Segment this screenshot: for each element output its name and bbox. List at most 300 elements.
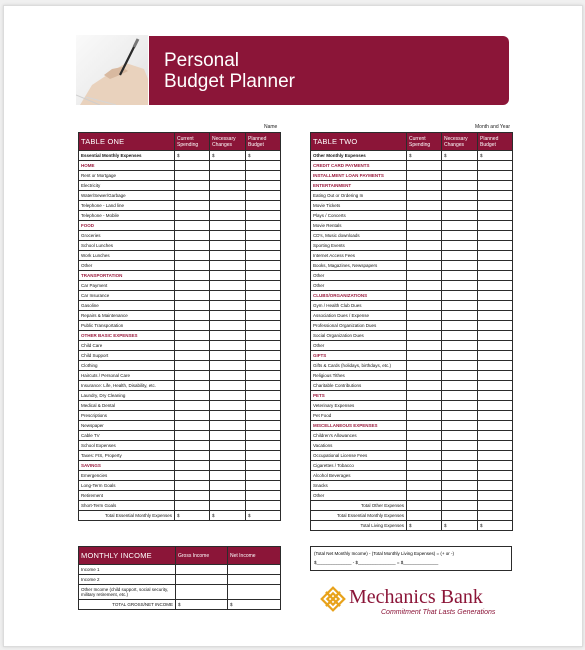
input-cell[interactable] [478,181,513,191]
row-label: Plays / Concerts [311,211,407,221]
table-row [311,231,513,241]
input-cell[interactable] [442,511,478,521]
input-cell[interactable] [175,401,210,411]
input-cell[interactable] [175,451,210,461]
input-cell[interactable] [407,241,442,251]
row-label: Clothing [79,361,175,371]
input-cell[interactable] [442,301,478,311]
input-cell[interactable] [407,171,442,181]
document-page [3,5,583,647]
input-cell[interactable] [407,481,442,491]
input-cell[interactable] [442,271,478,281]
table-row [311,391,513,401]
input-cell[interactable] [407,221,442,231]
row-label: Car Payment [79,281,175,291]
table-two-header [311,133,513,151]
input-cell[interactable] [478,471,513,481]
input-cell[interactable] [176,565,228,575]
input-cell[interactable] [175,491,210,501]
monthly-income-header [79,547,281,565]
row-label: Vacations [311,441,407,451]
input-cell[interactable]: $ [407,151,442,161]
input-cell[interactable] [478,391,513,401]
input-cell[interactable] [442,191,478,201]
input-cell[interactable] [175,411,210,421]
input-cell[interactable] [210,401,246,411]
header-photo-hand-writing [76,35,148,105]
input-cell[interactable] [246,471,281,481]
input-cell[interactable] [246,381,281,391]
table-row [311,321,513,331]
row-label: Children's Allowances [311,431,407,441]
input-cell[interactable] [478,301,513,311]
table-row [79,565,281,575]
input-cell[interactable] [478,331,513,341]
input-cell[interactable] [246,421,281,431]
col-gross-income: Gross Income [176,547,228,565]
input-cell[interactable] [246,221,281,231]
input-cell[interactable] [210,471,246,481]
table-row [79,491,281,501]
input-cell[interactable] [442,171,478,181]
input-cell[interactable] [210,211,246,221]
input-cell[interactable] [210,321,246,331]
input-cell[interactable] [210,311,246,321]
row-label: Income 1 [79,565,176,575]
input-cell[interactable]: $ [478,521,513,531]
table-row [79,401,281,411]
table-row [311,291,513,301]
input-cell[interactable] [210,381,246,391]
input-cell[interactable] [246,441,281,451]
input-cell[interactable] [407,191,442,201]
input-cell[interactable] [407,331,442,341]
input-cell[interactable] [407,161,442,171]
table-row [79,341,281,351]
input-cell[interactable] [246,301,281,311]
input-cell[interactable]: $ [175,151,210,161]
input-cell[interactable] [210,491,246,501]
table-row [79,261,281,271]
input-cell[interactable] [246,181,281,191]
table-row [311,441,513,451]
input-cell[interactable] [478,491,513,501]
input-cell[interactable] [407,261,442,271]
input-cell[interactable] [478,261,513,271]
input-cell[interactable] [246,491,281,501]
input-cell[interactable] [210,231,246,241]
row-label: Total Essential Monthly Expenses [311,511,407,521]
input-cell[interactable] [478,371,513,381]
input-cell[interactable] [442,491,478,501]
input-cell[interactable] [442,431,478,441]
input-cell[interactable] [478,401,513,411]
input-cell[interactable] [246,371,281,381]
row-label: Sporting Events [311,241,407,251]
input-cell[interactable] [442,321,478,331]
input-cell[interactable] [442,181,478,191]
col-net-income: Net Income [228,547,281,565]
table-row [311,481,513,491]
input-cell[interactable] [246,271,281,281]
input-cell[interactable] [210,451,246,461]
input-cell[interactable] [175,341,210,351]
input-cell[interactable] [442,461,478,471]
input-cell[interactable] [442,421,478,431]
input-cell[interactable] [246,351,281,361]
input-cell[interactable]: $ [210,151,246,161]
input-cell[interactable]: $ [246,151,281,161]
input-cell[interactable] [175,471,210,481]
input-cell[interactable] [478,221,513,231]
input-cell[interactable] [246,191,281,201]
input-cell[interactable] [246,251,281,261]
input-cell[interactable] [176,575,228,585]
input-cell[interactable] [407,501,442,511]
input-cell[interactable] [246,241,281,251]
input-cell[interactable] [478,311,513,321]
input-cell[interactable] [210,271,246,281]
input-cell[interactable] [246,501,281,511]
input-cell[interactable] [407,391,442,401]
input-cell[interactable] [407,251,442,261]
input-cell[interactable] [175,301,210,311]
input-cell[interactable] [246,481,281,491]
input-cell[interactable] [407,321,442,331]
input-cell[interactable] [210,431,246,441]
input-cell[interactable] [228,575,281,585]
table-row [311,211,513,221]
input-cell[interactable] [407,361,442,371]
input-cell[interactable] [210,201,246,211]
input-cell[interactable]: $ [228,600,281,610]
input-cell[interactable] [407,381,442,391]
row-label: Pet Food [311,411,407,421]
input-cell[interactable]: $ [175,511,210,521]
input-cell[interactable] [478,351,513,361]
input-cell[interactable] [407,181,442,191]
input-cell[interactable] [246,231,281,241]
input-cell[interactable] [407,201,442,211]
input-cell[interactable] [478,211,513,221]
input-cell[interactable] [210,481,246,491]
input-cell[interactable] [407,371,442,381]
input-cell[interactable] [407,421,442,431]
row-label: Eating Out or Ordering In [311,191,407,201]
input-cell[interactable] [442,471,478,481]
input-cell[interactable]: $ [442,521,478,531]
input-cell[interactable] [407,491,442,501]
input-cell[interactable] [175,441,210,451]
input-cell[interactable] [407,281,442,291]
input-cell[interactable] [442,221,478,231]
input-cell[interactable] [246,311,281,321]
table-row [311,411,513,421]
input-cell[interactable] [210,411,246,421]
row-label: Repairs & Maintenance [79,311,175,321]
table-one-header [79,133,281,151]
table-row [311,201,513,211]
input-cell[interactable] [407,311,442,321]
row-label: Other [311,281,407,291]
input-cell[interactable] [210,361,246,371]
input-cell[interactable] [210,281,246,291]
input-cell[interactable] [210,251,246,261]
input-cell[interactable] [442,161,478,171]
input-cell[interactable] [175,251,210,261]
input-cell[interactable] [407,211,442,221]
row-label: Total Other Expenses [311,501,407,511]
input-cell[interactable] [175,291,210,301]
table-row [311,491,513,501]
input-cell[interactable] [442,381,478,391]
input-cell[interactable] [246,451,281,461]
input-cell[interactable] [407,231,442,241]
input-cell[interactable] [442,291,478,301]
input-cell[interactable] [210,461,246,471]
input-cell[interactable] [407,301,442,311]
table-row [79,301,281,311]
input-cell[interactable] [478,161,513,171]
table-row [311,451,513,461]
row-label: INSTALLMENT LOAN PAYMENTS [311,171,407,181]
row-label: TOTAL GROSS/NET INCOME [79,600,176,610]
input-cell[interactable] [175,391,210,401]
table-row [79,381,281,391]
row-label: Newspaper [79,421,175,431]
input-cell[interactable] [407,461,442,471]
input-cell[interactable] [176,585,228,600]
input-cell[interactable] [478,451,513,461]
input-cell[interactable] [175,271,210,281]
input-cell[interactable] [246,201,281,211]
input-cell[interactable] [175,361,210,371]
table-row [311,381,513,391]
input-cell[interactable] [407,291,442,301]
input-cell[interactable] [210,241,246,251]
table-row [311,501,513,511]
row-label: Telephone - Mobile [79,211,175,221]
input-cell[interactable] [478,461,513,471]
input-cell[interactable] [478,441,513,451]
input-cell[interactable] [210,341,246,351]
input-cell[interactable]: $ [407,521,442,531]
input-cell[interactable] [175,261,210,271]
input-cell[interactable] [210,331,246,341]
row-label: GIFTS [311,351,407,361]
input-cell[interactable]: $ [176,600,228,610]
input-cell[interactable] [210,501,246,511]
input-cell[interactable] [442,481,478,491]
input-cell[interactable] [246,321,281,331]
row-label: Essential Monthly Expenses [79,151,175,161]
input-cell[interactable] [210,261,246,271]
input-cell[interactable] [175,281,210,291]
input-cell[interactable] [478,241,513,251]
input-cell[interactable] [246,461,281,471]
input-cell[interactable] [442,241,478,251]
table-row [311,281,513,291]
input-cell[interactable] [175,171,210,181]
input-cell[interactable] [175,221,210,231]
input-cell[interactable] [478,321,513,331]
input-cell[interactable] [175,211,210,221]
row-label: Professional Organization Dues [311,321,407,331]
input-cell[interactable] [442,451,478,461]
input-cell[interactable] [478,271,513,281]
input-cell[interactable] [246,341,281,351]
input-cell[interactable] [210,371,246,381]
row-label: Internet Access Fees [311,251,407,261]
input-cell[interactable] [175,231,210,241]
row-label: OTHER BASIC EXPENSES [79,331,175,341]
input-cell[interactable] [442,261,478,271]
input-cell[interactable] [442,411,478,421]
row-label: Water/Sewer/Garbage [79,191,175,201]
input-cell[interactable] [407,401,442,411]
input-cell[interactable] [478,231,513,241]
input-cell[interactable] [478,421,513,431]
input-cell[interactable] [478,251,513,261]
col-necessary-changes: Necessary Changes [210,133,246,151]
input-cell[interactable]: $ [442,151,478,161]
input-cell[interactable] [442,341,478,351]
input-cell[interactable] [175,381,210,391]
input-cell[interactable] [478,361,513,371]
input-cell[interactable] [210,181,246,191]
bank-name: Mechanics Bank [349,586,483,608]
input-cell[interactable] [407,441,442,451]
row-label: Child Support [79,351,175,361]
input-cell[interactable]: $ [478,151,513,161]
input-cell[interactable] [210,221,246,231]
input-cell[interactable] [246,211,281,221]
row-label: PETS [311,391,407,401]
page-title [164,50,295,92]
row-label: Short-Term Goals [79,501,175,511]
table-row [311,161,513,171]
input-cell[interactable] [442,331,478,341]
input-cell[interactable] [407,511,442,521]
input-cell[interactable] [478,381,513,391]
input-cell[interactable] [246,261,281,271]
input-cell[interactable]: $ [210,511,246,521]
input-cell[interactable]: $ [246,511,281,521]
input-cell[interactable] [478,481,513,491]
row-label: ENTERTAINMENT [311,181,407,191]
input-cell[interactable] [478,191,513,201]
input-cell[interactable] [175,181,210,191]
table-row [311,471,513,481]
input-cell[interactable] [175,351,210,361]
input-cell[interactable] [246,361,281,371]
table-row [79,461,281,471]
input-cell[interactable] [175,311,210,321]
input-cell[interactable] [210,391,246,401]
input-cell[interactable] [407,411,442,421]
input-cell[interactable] [442,201,478,211]
input-cell[interactable] [442,211,478,221]
input-cell[interactable] [246,391,281,401]
input-cell[interactable] [246,171,281,181]
input-cell[interactable] [228,565,281,575]
input-cell[interactable] [246,401,281,411]
input-cell[interactable] [175,371,210,381]
input-cell[interactable] [246,281,281,291]
input-cell[interactable] [210,161,246,171]
input-cell[interactable] [246,331,281,341]
input-cell[interactable] [210,171,246,181]
input-cell[interactable] [175,161,210,171]
input-cell[interactable] [442,371,478,381]
input-cell[interactable] [210,351,246,361]
input-cell[interactable] [478,511,513,521]
table-row [79,481,281,491]
input-cell[interactable] [175,191,210,201]
table-row [79,511,281,521]
table-one [78,132,281,521]
input-cell[interactable] [175,421,210,431]
input-cell[interactable] [228,585,281,600]
input-cell[interactable] [407,351,442,361]
input-cell[interactable] [246,411,281,421]
input-cell[interactable] [407,431,442,441]
input-cell[interactable] [175,321,210,331]
input-cell[interactable] [442,311,478,321]
input-cell[interactable] [478,171,513,181]
input-cell[interactable] [407,341,442,351]
input-cell[interactable] [442,351,478,361]
input-cell[interactable] [442,231,478,241]
input-cell[interactable] [442,251,478,261]
input-cell[interactable] [407,471,442,481]
input-cell[interactable] [478,501,513,511]
input-cell[interactable] [442,391,478,401]
input-cell[interactable] [478,411,513,421]
input-cell[interactable] [478,431,513,441]
input-cell[interactable] [175,201,210,211]
input-cell[interactable] [442,401,478,411]
input-cell[interactable] [175,431,210,441]
input-cell[interactable] [478,341,513,351]
input-cell[interactable] [442,441,478,451]
input-cell[interactable] [175,501,210,511]
input-cell[interactable] [175,241,210,251]
input-cell[interactable] [246,291,281,301]
input-cell[interactable] [175,481,210,491]
input-cell[interactable] [442,361,478,371]
input-cell[interactable] [210,291,246,301]
input-cell[interactable] [246,161,281,171]
input-cell[interactable] [210,441,246,451]
row-label: Telephone - Land line [79,201,175,211]
input-cell[interactable] [478,201,513,211]
input-cell[interactable] [442,501,478,511]
input-cell[interactable] [175,461,210,471]
input-cell[interactable] [478,281,513,291]
input-cell[interactable] [210,301,246,311]
input-cell[interactable] [442,281,478,291]
input-cell[interactable] [246,431,281,441]
input-cell[interactable] [407,271,442,281]
input-cell[interactable] [175,331,210,341]
input-cell[interactable] [478,291,513,301]
input-cell[interactable] [210,191,246,201]
input-cell[interactable] [407,451,442,461]
input-cell[interactable] [210,421,246,431]
col-current-spending: Current Spending [407,133,442,151]
monthly-income-title: MONTHLY INCOME [79,547,176,565]
